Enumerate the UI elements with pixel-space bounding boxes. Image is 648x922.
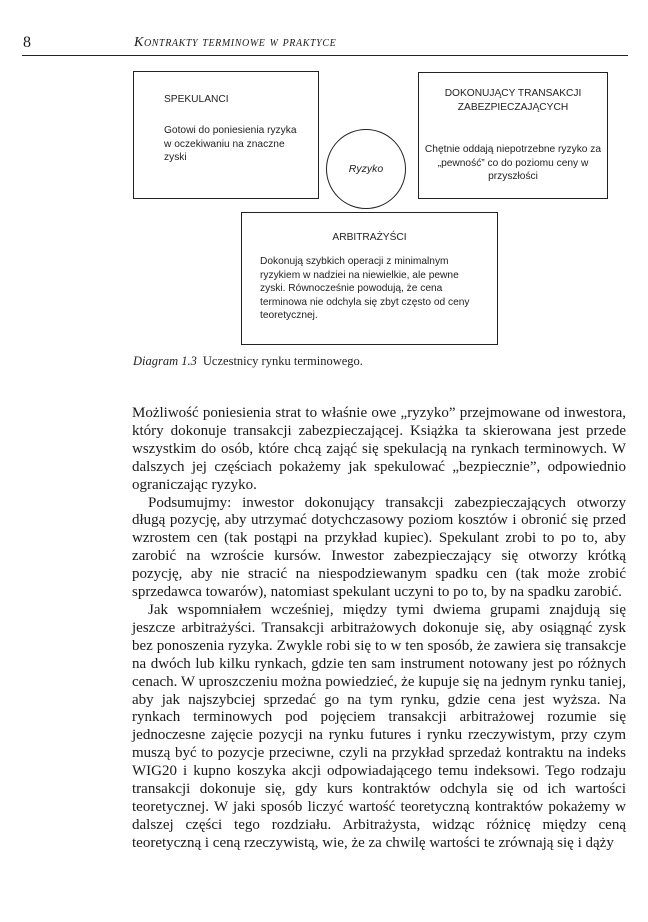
arbitrageurs-description: Dokonują szybkich operacji z minimalnym ryzykiem w nadziei na niewielkie, ale pewne zyski. Równocześnie powodują, że cena terminowa nie odchyla się zbyt często od ceny teoretycznej. xyxy=(260,256,470,321)
risk-circle xyxy=(326,129,406,209)
risk-label: Ryzyko xyxy=(348,163,384,175)
caption-label: Diagram 1.3 xyxy=(133,354,197,368)
running-head: Kontrakty terminowe w praktyce xyxy=(134,35,337,50)
hedgers-description: Chętnie oddają niepotrzebne ryzyko za „pewność” co do poziomu ceny w przyszłości xyxy=(424,144,602,182)
diagram-caption xyxy=(133,354,363,369)
arbitrageurs-box xyxy=(241,212,498,345)
speculators-box xyxy=(133,71,319,199)
speculators-title: SPEKULANCI xyxy=(164,94,229,105)
speculators-description: Gotowi do poniesienia ryzyka w oczekiwaniu na znaczne zyski xyxy=(164,125,297,163)
body-text xyxy=(132,405,626,853)
caption-text: Uczestnicy rynku terminowego. xyxy=(202,354,363,368)
paragraph: Możliwość poniesienia strat to właśnie owe „ryzyko” przejmowane od inwestora, który dokonuje transakcji zabezpieczającej. Książka ta skierowana jest przede wszystkim do osób, które chcą zająć się spekulacją na rynkach terminowych. W dalszych jej częściach pokażemy jak spekulować „bezpiecznie”, odpowiednio ograniczając ryzyko. xyxy=(132,405,626,493)
paragraph: Jak wspomniałem wcześniej, między tymi dwiema grupami znajdują się jeszcze arbitrażyści. Transakcji arbitrażowych dokonuje się, aby osiągnąć zysk bez ponoszenia ryzyka. Zwykle robi się to w ten sposób, że zawiera się transakcje na dwóch lub kilku rynkach, gdzie ten sam instrument notowany jest po różnych cenach. W uproszczeniu można powiedzieć, że kupuje się na jednym rynku taniej, aby jak najszybciej sprzedać go na tym rynku, gdzie cena jest wyższa. Na rynkach terminowych pod pojęciem transakcji arbitrażowej rozumie się jednoczesne zajęcie pozycji na rynku futures i rynku rzeczywistym, przy czym muszą być to pozycje przeciwne, czyli na przykład sprzedaż kontraktu na indeks WIG20 i kupno koszyka akcji odpowiadającego temu indeksowi. Tego rodzaju transakcji dokonuje się, gdy kurs kontraktów odchyla się od ich wartości teoretycznej. W jaki sposób liczyć wartość teoretyczną kontraktów pokażemy w dalszej części tego rozdziału. Arbitrażysta, widząc różnicę między ceną teoretyczną i ceną rzeczywistą, wie, że za chwilę wartości te zrównają się i dąży xyxy=(132,601,626,851)
header-rule xyxy=(22,55,628,56)
hedgers-box xyxy=(418,72,608,199)
arbitrageurs-title: ARBITRAŻYŚCI xyxy=(332,232,407,243)
hedgers-title: DOKONUJĄCY TRANSAKCJI ZABEZPIECZAJĄCYCH xyxy=(444,88,582,113)
page-number: 8 xyxy=(23,34,31,51)
paragraph: Podsumujmy: inwestor dokonujący transakcji zabezpieczających otworzy długą pozycję, aby utrzymać dotychczasowy poziom kosztów i obronić się przed wzrostem cen (tak postąpi na przykład kupiec). Spekulant zrobi to po to, aby zarobić na wzroście kursów. Inwestor zabezpieczający się otworzy krótką pozycję, aby nie stracić na niespodziewanym spadku cen (tak może zrobić sprzedawca towarów), natomiast spekulant uczyni to po to, by na spadku zarobić. xyxy=(132,494,626,601)
